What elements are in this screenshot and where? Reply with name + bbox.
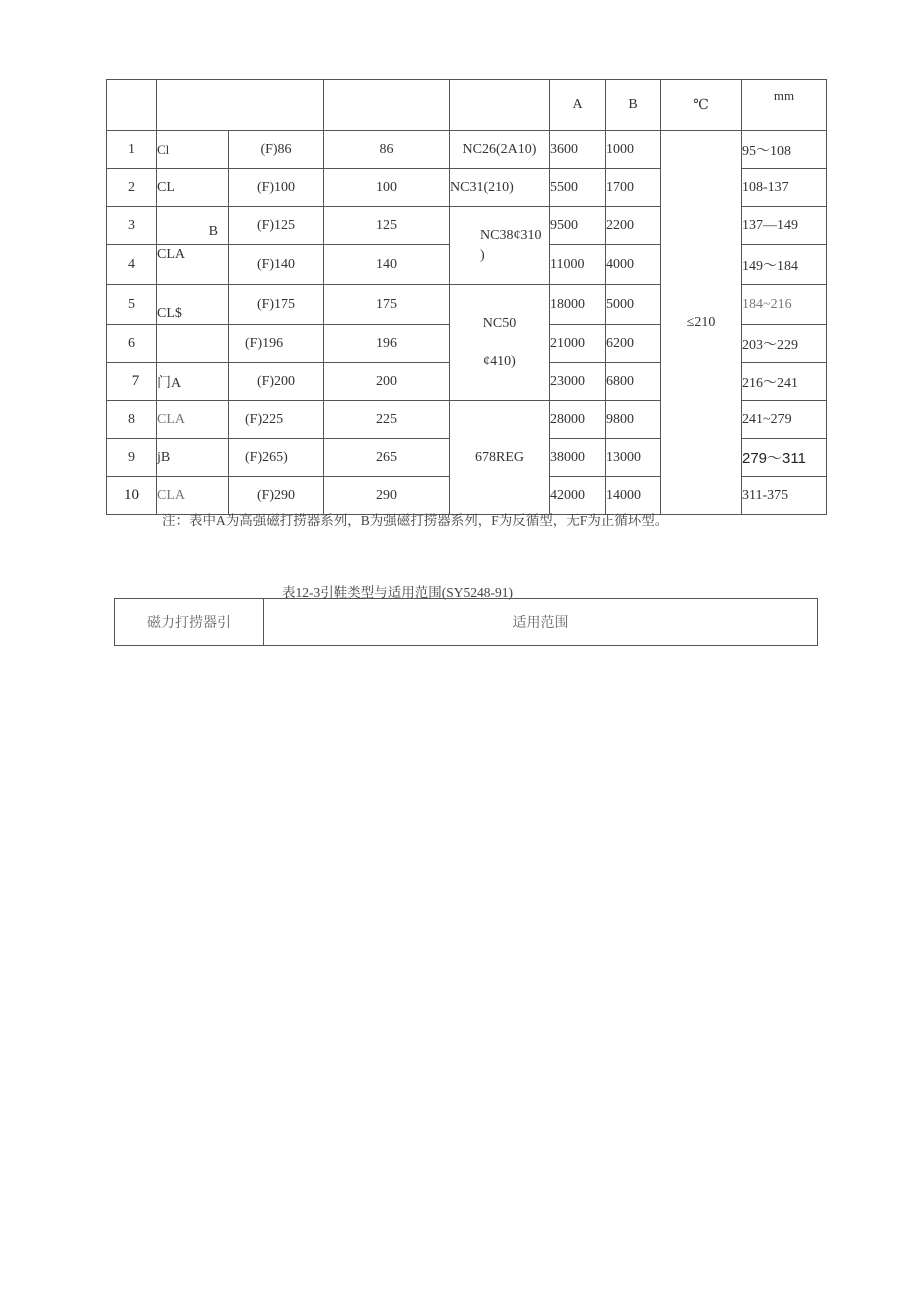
row-range: 279～311 — [742, 439, 827, 477]
table-caption: 表12-3引鞋类型与适用范围(SY5248-91) — [282, 585, 513, 600]
thread-merged-5-7-line1: NC50 — [482, 315, 517, 331]
row-thread: NC26(2A10) — [450, 131, 550, 169]
row-size: 225 — [324, 401, 450, 439]
row-range: 149～184 — [742, 245, 827, 285]
row-range: 137—149 — [742, 207, 827, 245]
temp-cell: ≤210 — [661, 131, 742, 515]
row-range: 311-375 — [742, 477, 827, 515]
header-no — [107, 80, 157, 131]
row-size: 290 — [324, 477, 450, 515]
thread-merged-5-7 — [450, 285, 550, 401]
row-size: 265 — [324, 439, 450, 477]
row-size: 100 — [324, 169, 450, 207]
row-range: 216～241 — [742, 363, 827, 401]
spec-table — [106, 79, 827, 515]
row-a: 18000 — [550, 285, 606, 325]
thread-merged-3-4: NC38¢310 ) — [450, 207, 550, 285]
header-range: mm — [742, 80, 827, 131]
row-size: 196 — [324, 325, 450, 363]
row-no: 10 — [107, 477, 157, 515]
row-b: 2200 — [606, 207, 661, 245]
row-no: 8 — [107, 401, 157, 439]
row-model: CL — [157, 169, 229, 207]
row-model: Cl — [157, 131, 229, 169]
range-col1: 磁力打捞器引 — [115, 599, 264, 646]
row-size: 86 — [324, 131, 450, 169]
row-range: 203～229 — [742, 325, 827, 363]
table-row — [107, 131, 827, 169]
row-thread: NC31(210) — [450, 169, 550, 207]
row-model — [157, 207, 229, 245]
row-a: 42000 — [550, 477, 606, 515]
row-model: 门A — [157, 363, 229, 401]
row-b: 6200 — [606, 325, 661, 363]
table-note: 注：表中A为高强磁打捞器系列，B为强磁打捞器系列，F为反循型，无F为正循环型。 — [162, 513, 669, 528]
row-size: 140 — [324, 245, 450, 285]
row-no: 2 — [107, 169, 157, 207]
row-no: 7 — [107, 363, 157, 401]
header-thread — [450, 80, 550, 131]
row-no: 6 — [107, 325, 157, 363]
row-a: 9500 — [550, 207, 606, 245]
row-type: (F)175 — [229, 285, 324, 325]
row-range: 184~216 — [742, 285, 827, 325]
row-type: (F)290 — [229, 477, 324, 515]
row-size: 175 — [324, 285, 450, 325]
row-type: (F)265) — [229, 439, 324, 477]
row-model: jB — [157, 439, 229, 477]
row-type: (F)100 — [229, 169, 324, 207]
row-model: CL$ — [157, 285, 229, 325]
header-model — [157, 80, 324, 131]
row-a: 38000 — [550, 439, 606, 477]
range-header-row — [115, 599, 818, 646]
row-a: 21000 — [550, 325, 606, 363]
row-type: (F)225 — [229, 401, 324, 439]
row-b: 1000 — [606, 131, 661, 169]
header-size — [324, 80, 450, 131]
row-range: 241~279 — [742, 401, 827, 439]
row-size: 200 — [324, 363, 450, 401]
row-type: (F)140 — [229, 245, 324, 285]
row-type: (F)196 — [229, 325, 324, 363]
thread-merged-8-10: 678REG — [450, 401, 550, 515]
row-a: 11000 — [550, 245, 606, 285]
row-no: 9 — [107, 439, 157, 477]
row-a: 3600 — [550, 131, 606, 169]
row-type: (F)86 — [229, 131, 324, 169]
row-size: 125 — [324, 207, 450, 245]
range-col2: 适用范围 — [264, 599, 818, 646]
header-b: B — [606, 80, 661, 131]
header-row — [107, 80, 827, 131]
row-model — [157, 325, 229, 363]
row-no: 5 — [107, 285, 157, 325]
row-a: 28000 — [550, 401, 606, 439]
row-model-text: B — [208, 223, 218, 239]
header-a: A — [550, 80, 606, 131]
row-no: 3 — [107, 207, 157, 245]
row-b: 13000 — [606, 439, 661, 477]
row-model: CLA — [157, 477, 229, 515]
row-b: 5000 — [606, 285, 661, 325]
row-type: (F)200 — [229, 363, 324, 401]
row-b: 4000 — [606, 245, 661, 285]
range-table — [114, 598, 818, 646]
row-type: (F)125 — [229, 207, 324, 245]
header-temp: ℃ — [661, 80, 742, 131]
row-range: 108-137 — [742, 169, 827, 207]
row-range: 95～108 — [742, 131, 827, 169]
thread-merged-5-7-line2: ¢410) — [483, 353, 516, 369]
row-a: 23000 — [550, 363, 606, 401]
row-b: 14000 — [606, 477, 661, 515]
row-b: 1700 — [606, 169, 661, 207]
row-no: 4 — [107, 245, 157, 285]
row-b: 9800 — [606, 401, 661, 439]
row-model: CLA — [157, 245, 229, 285]
row-no: 1 — [107, 131, 157, 169]
row-model: CLA — [157, 401, 229, 439]
row-b: 6800 — [606, 363, 661, 401]
row-a: 5500 — [550, 169, 606, 207]
